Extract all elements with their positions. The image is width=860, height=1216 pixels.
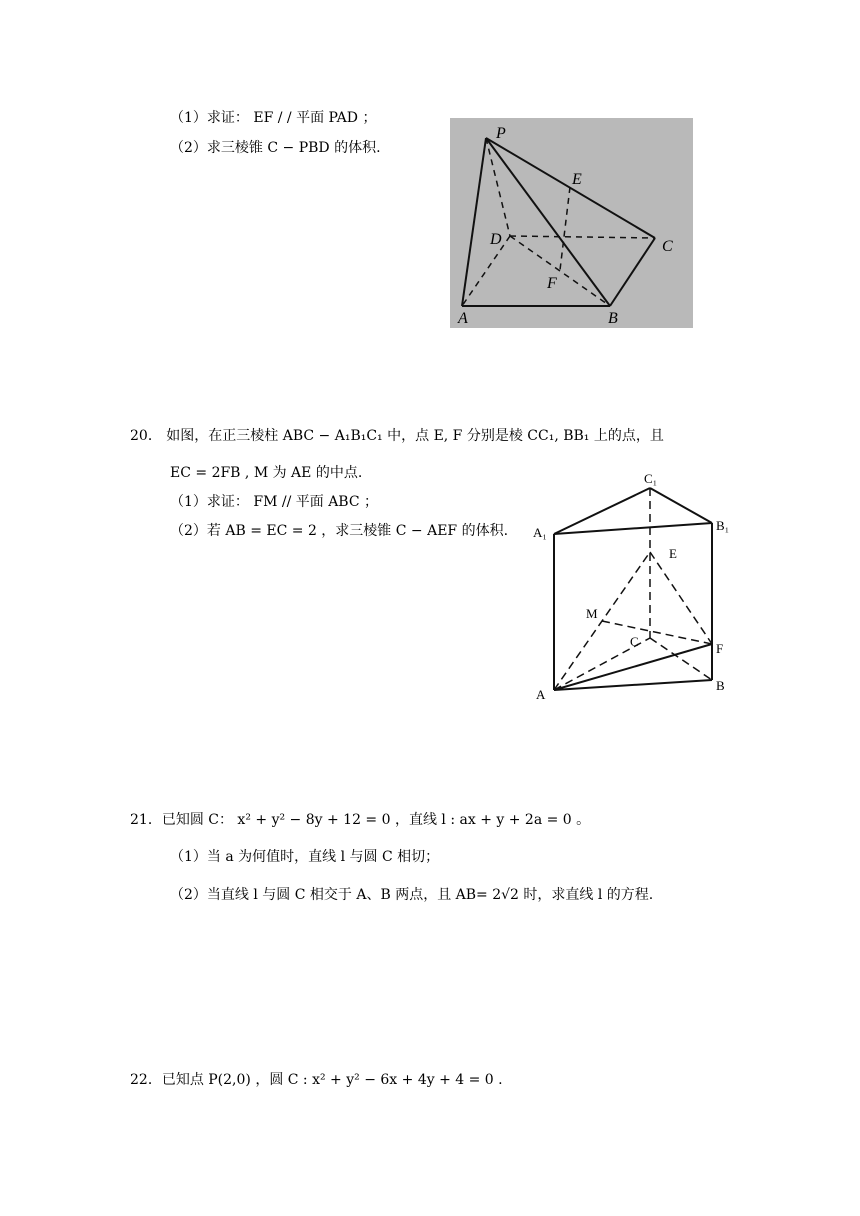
label-B1: B₁: [716, 518, 730, 533]
q20-line1: 20． 如图，在正三棱柱 ABC − A₁B₁C₁ 中，点 E, F 分别是棱 CC₁, BB₁ 上的点，且: [130, 428, 664, 444]
q19-pyramid-figure: [450, 118, 693, 328]
label-P: P: [496, 125, 506, 142]
label-D: D: [490, 231, 502, 248]
label-A: A: [536, 687, 546, 702]
q22-line1: 22．已知点 P(2,0) ，圆 C : x² + y² − 6x + 4y + 4 = 0 .: [130, 1072, 503, 1088]
q21-part2: （2）当直线 l 与圆 C 相交于 A、B 两点，且 AB= 2√2 时，求直线 l 的方程.: [170, 887, 654, 903]
label-A: A: [458, 310, 468, 327]
label-A1: A₁: [533, 525, 547, 540]
figure-background: [450, 118, 693, 328]
label-F: F: [716, 641, 724, 656]
q19-part2: （2）求三棱锥 C − PBD 的体积.: [170, 140, 381, 156]
label-E: E: [572, 171, 582, 188]
label-M: M: [586, 606, 598, 621]
label-E: E: [669, 546, 677, 561]
label-C: C: [630, 634, 639, 649]
q21-part1: （1）当 a 为何值时，直线 l 与圆 C 相切；: [170, 849, 440, 865]
q20-part1: （1）求证： FM // 平面 ABC ；: [170, 494, 379, 510]
label-B: B: [716, 678, 725, 693]
label-C1: C₁: [644, 471, 658, 486]
q20-part2: （2）若 AB = EC = 2 ，求三棱锥 C − AEF 的体积.: [170, 523, 509, 539]
label-F: F: [547, 275, 557, 292]
label-B: B: [608, 310, 618, 327]
q21-line1: 21．已知圆 C： x² + y² − 8y + 12 = 0 ，直线 l : ax + y + 2a = 0 。: [130, 812, 591, 828]
q20-line2: EC = 2FB , M 为 AE 的中点.: [170, 465, 363, 481]
label-C: C: [662, 238, 673, 255]
q20-prism-figure: [530, 468, 740, 703]
q19-part1: （1）求证： EF / / 平面 PAD ；: [170, 110, 377, 126]
